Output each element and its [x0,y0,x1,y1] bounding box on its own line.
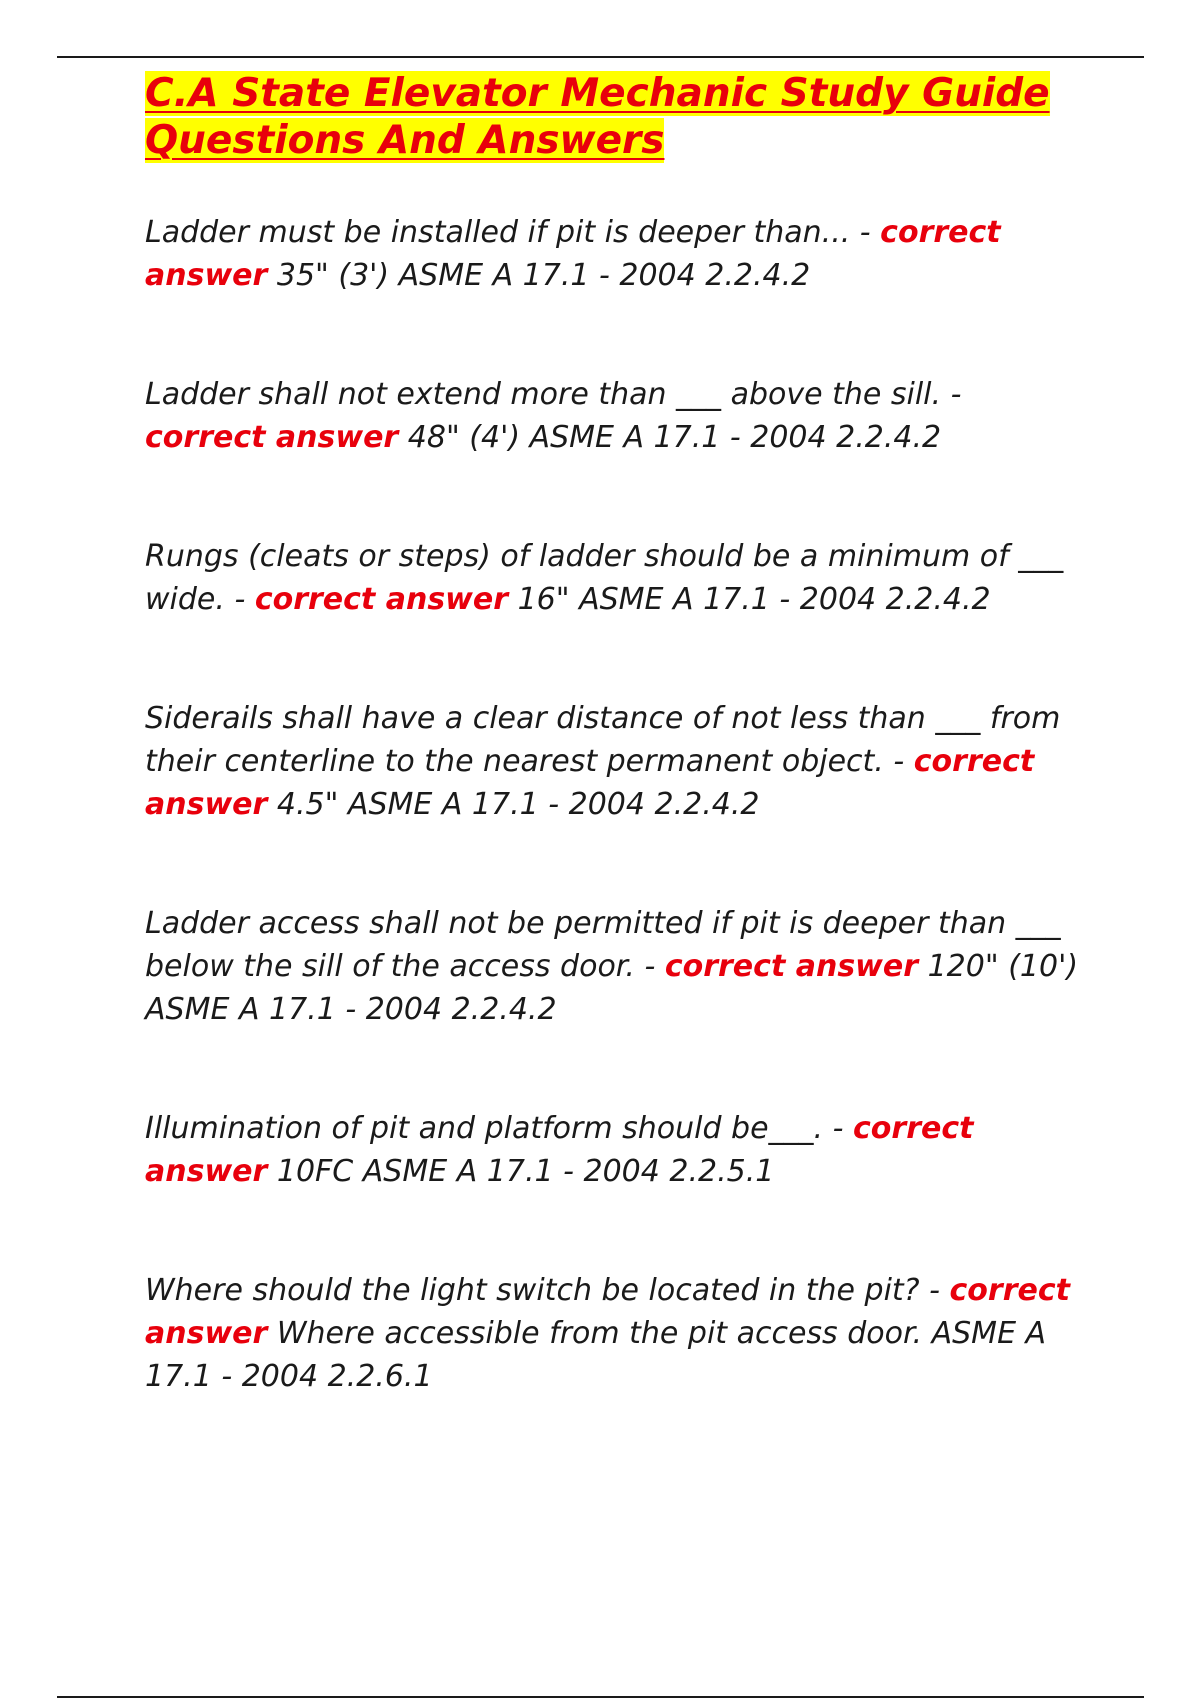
qa-item [145,211,1080,297]
top-rule [57,56,1144,58]
answer-text: 35" (3') ASME A 17.1 - 2004 2.2.4.2 [276,258,811,293]
answer-text: 48" (4') ASME A 17.1 - 2004 2.2.4.2 [407,420,942,455]
qa-item [145,535,1080,621]
answer-text: 120" (10') ASME A 17.1 - 2004 2.2.4.2 [145,949,1079,1027]
question-text: Illumination of pit and platform should be___. - [145,1111,853,1146]
bottom-rule [57,1696,1144,1698]
qa-item [145,697,1080,826]
document-title [145,70,1080,164]
document-title-text: C.A State Elevator Mechanic Study Guide Questions And Answers [145,71,1050,163]
answer-text: 4.5" ASME A 17.1 - 2004 2.2.4.2 [276,787,760,822]
document-content [145,70,1080,1398]
correct-answer-label: correct answer [145,420,399,455]
qa-item [145,902,1080,1031]
question-text: Ladder shall not extend more than ___ above the sill. - [145,377,962,412]
question-text: Ladder access shall not be permitted if pit is deeper than ___ below the sill of the access door. - [145,906,1061,984]
qa-item [145,1107,1080,1193]
question-text: Rungs (cleats or steps) of ladder should be a minimum of ___ wide. - [145,539,1064,617]
correct-answer-label: correct answer [254,582,509,617]
answer-text: 10FC ASME A 17.1 - 2004 2.2.5.1 [276,1154,775,1189]
correct-answer-label: correct answer [145,215,1001,293]
qa-item [145,1269,1080,1398]
answer-text: 16" ASME A 17.1 - 2004 2.2.4.2 [517,582,991,617]
qa-item [145,373,1080,459]
question-text: Where should the light switch be located in the pit? - [145,1273,950,1308]
question-text: Siderails shall have a clear distance of not less than ___ from their centerline to the nearest permanent object. - [145,701,1061,779]
correct-answer-label: correct answer [145,1273,1070,1351]
correct-answer-label: correct answer [145,1111,974,1189]
question-text: Ladder must be installed if pit is deeper than... - [145,215,881,250]
correct-answer-label: correct answer [145,744,1035,822]
answer-text: Where accessible from the pit access door. ASME A 17.1 - 2004 2.2.6.1 [145,1316,1047,1394]
correct-answer-label: correct answer [664,949,919,984]
